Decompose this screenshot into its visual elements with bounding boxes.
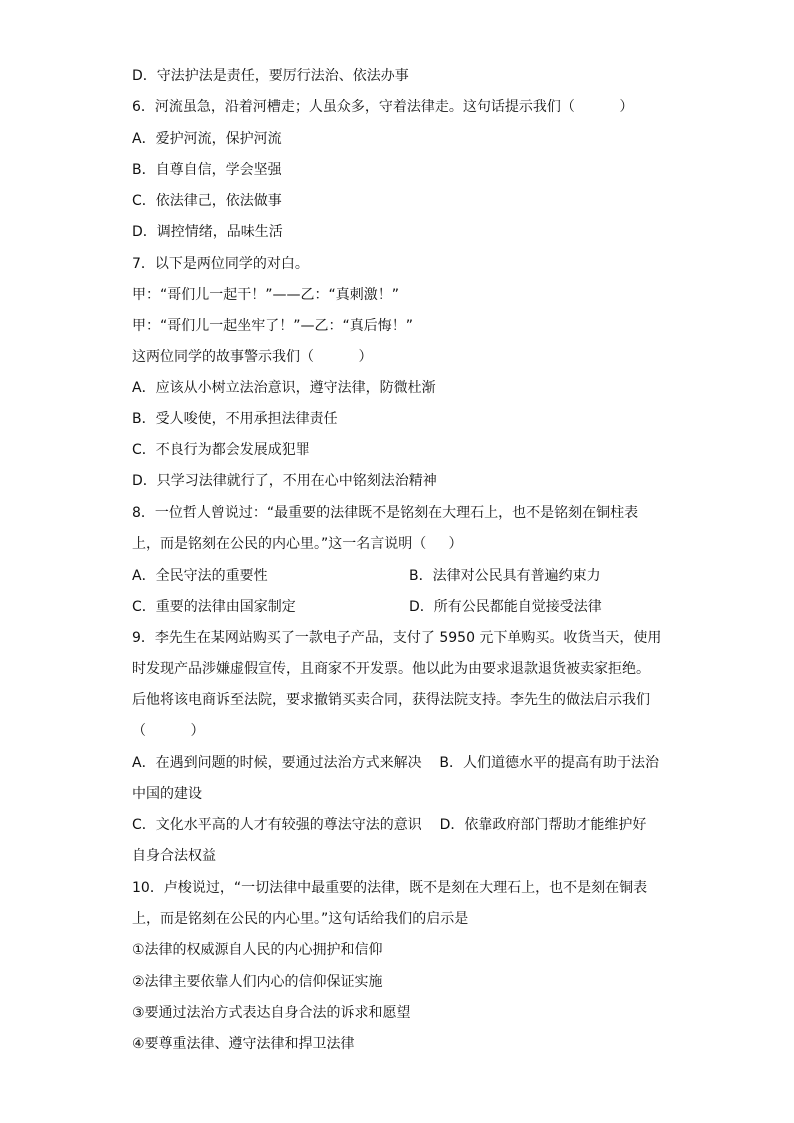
text-line: 甲：“哥们儿一起坐牢了！”—乙：“真后悔！” xyxy=(132,318,414,334)
text-line: 6．河流虽急，沿着河槽走；人虽众多，守着法律走。这句话提示我们（ ） xyxy=(132,99,634,115)
text-line: 这两位同学的故事警示我们（ ） xyxy=(132,349,373,365)
text-line: C．不良行为都会发展成犯罪 xyxy=(132,442,310,458)
text-line: A．全民守法的重要性 xyxy=(132,568,268,584)
text-line: ②法律主要依靠人们内心的信仰保证实施 xyxy=(132,974,383,990)
text-line: C．文化水平高的人才有较强的尊法守法的意识 D．依靠政府部门帮助才能维护好 xyxy=(132,817,647,833)
text-line: 上，而是铭刻在公民的内心里。”这一名言说明（ ） xyxy=(132,536,463,552)
text-line: A．应该从小树立法治意识，遵守法律，防微杜渐 xyxy=(132,380,436,396)
text-line: B．受人唆使，不用承担法律责任 xyxy=(132,411,338,427)
text-line: 中国的建设 xyxy=(132,786,202,802)
text-line: ①法律的权威源自人民的内心拥护和信仰 xyxy=(132,942,383,958)
text-line: ③要通过法治方式表达自身合法的诉求和愿望 xyxy=(132,1005,411,1021)
text-line: （ ） xyxy=(132,723,205,739)
text-line: 后他将该电商诉至法院，要求撤销买卖合同，获得法院支持。李先生的做法启示我们 xyxy=(132,692,650,708)
text-line: 自身合法权益 xyxy=(132,848,216,864)
text-line: B．法律对公民具有普遍约束力 xyxy=(409,568,601,584)
text-line: 9．李先生在某网站购买了一款电子产品，支付了 5950 元下单购买。收货当天，使用 xyxy=(132,630,662,646)
text-line: C．重要的法律由国家制定 xyxy=(132,599,296,615)
text-line: 10．卢梭说过，“一切法律中最重要的法律，既不是刻在大理石上，也不是刻在铜表 xyxy=(132,880,648,896)
text-line: C．依法律己，依法做事 xyxy=(132,193,282,209)
text-line: D．所有公民都能自觉接受法律 xyxy=(409,599,602,615)
text-line: 时发现产品涉嫌虚假宣传，且商家不开发票。他以此为由要求退款退货被卖家拒绝。 xyxy=(132,661,650,677)
text-line: A．爱护河流，保护河流 xyxy=(132,131,282,147)
text-line: 甲：“哥们儿一起干！”——乙：“真刺激！” xyxy=(132,287,400,303)
text-line: 上，而是铭刻在公民的内心里。”这句话给我们的启示是 xyxy=(132,911,469,927)
text-line: 7．以下是两位同学的对白。 xyxy=(132,256,309,272)
text-line: D．守法护法是责任，要厉行法治、依法办事 xyxy=(132,68,409,84)
text-line: B．自尊自信，学会坚强 xyxy=(132,162,282,178)
text-line: ④要尊重法律、遵守法律和捍卫法律 xyxy=(132,1036,355,1052)
text-line: D．只学习法律就行了，不用在心中铭刻法治精神 xyxy=(132,473,437,489)
text-line: 8．一位哲人曾说过：“最重要的法律既不是铭刻在大理石上，也不是铭刻在铜柱表 xyxy=(132,505,639,521)
text-line: A．在遇到问题的时候，要通过法治方式来解决 B．人们道德水平的提高有助于法治 xyxy=(132,755,659,771)
text-line: D．调控情绪，品味生活 xyxy=(132,224,283,240)
